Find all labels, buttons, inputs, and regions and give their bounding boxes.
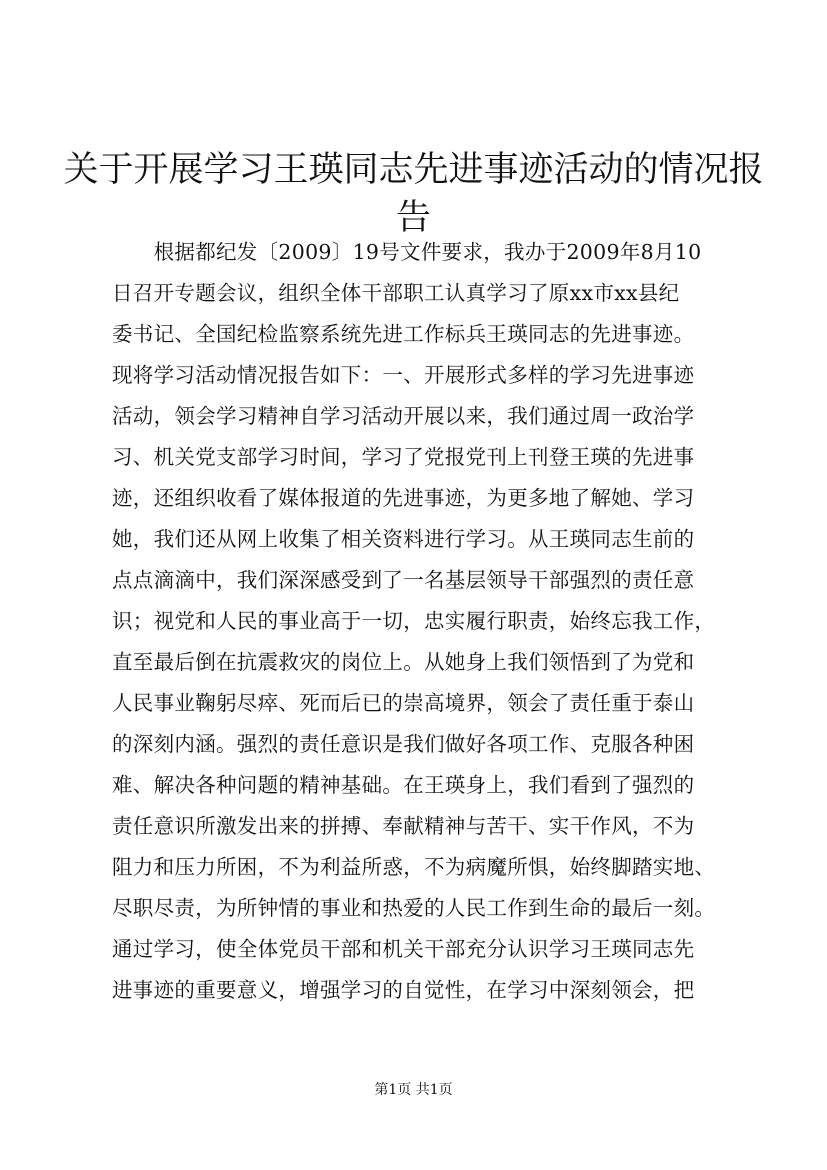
body-line: 迹，还组织收看了媒体报道的先进事迹，为更多地了解她、学习 (112, 486, 695, 510)
body-line: 日召开专题会议，组织全体干部职工认真学习了原xx市xx县纪 (112, 281, 680, 305)
body-line: 人民事业鞠躬尽瘁、死而后已的崇高境界，领会了责任重于泰山 (112, 691, 695, 715)
body-line: 活动，领会学习精神自学习活动开展以来，我们通过周一政治学 (112, 404, 695, 428)
body-line: 她，我们还从网上收集了相关资料进行学习。从王瑛同志生前的 (112, 527, 695, 551)
body-line: 进事迹的重要意义，增强学习的自觉性，在学习中深刻领会，把 (112, 978, 695, 1002)
body-line: 的深刻内涵。强烈的责任意识是我们做好各项工作、克服各种困 (112, 732, 695, 756)
body-line: 根据都纪发〔2009〕19号文件要求，我办于2009年8月10 (112, 240, 702, 264)
body-line: 现将学习活动情况报告如下：一、开展形式多样的学习先进事迹 (112, 363, 695, 387)
body-line: 识；视党和人民的事业高于一切，忠实履行职责，始终忘我工作， (112, 609, 716, 633)
document-body (112, 232, 732, 1011)
body-line: 直至最后倒在抗震救灾的岗位上。从她身上我们领悟到了为党和 (112, 650, 695, 674)
page-footer: 第1页 共1页 (374, 1082, 453, 1098)
body-line: 点点滴滴中，我们深深感受到了一名基层领导干部强烈的责任意 (112, 568, 695, 592)
document-title: 关于开展学习王瑛同志先进事迹活动的情况报告 (63, 150, 764, 238)
body-line: 阻力和压力所困，不为利益所惑，不为病魔所惧，始终脚踏实地、 (112, 855, 716, 879)
body-line: 责任意识所激发出来的拼搏、奉献精神与苦干、实干作风，不为 (112, 814, 695, 838)
body-line: 尽职尽责，为所钟情的事业和热爱的人民工作到生命的最后一刻。 (112, 896, 716, 920)
body-line: 难、解决各种问题的精神基础。在王瑛身上，我们看到了强烈的 (112, 773, 695, 797)
body-line: 委书记、全国纪检监察系统先进工作标兵王瑛同志的先进事迹。 (112, 322, 695, 346)
body-line: 习、机关党支部学习时间，学习了党报党刊上刊登王瑛的先进事 (112, 445, 695, 469)
body-line: 通过学习，使全体党员干部和机关干部充分认识学习王瑛同志先 (112, 937, 695, 961)
